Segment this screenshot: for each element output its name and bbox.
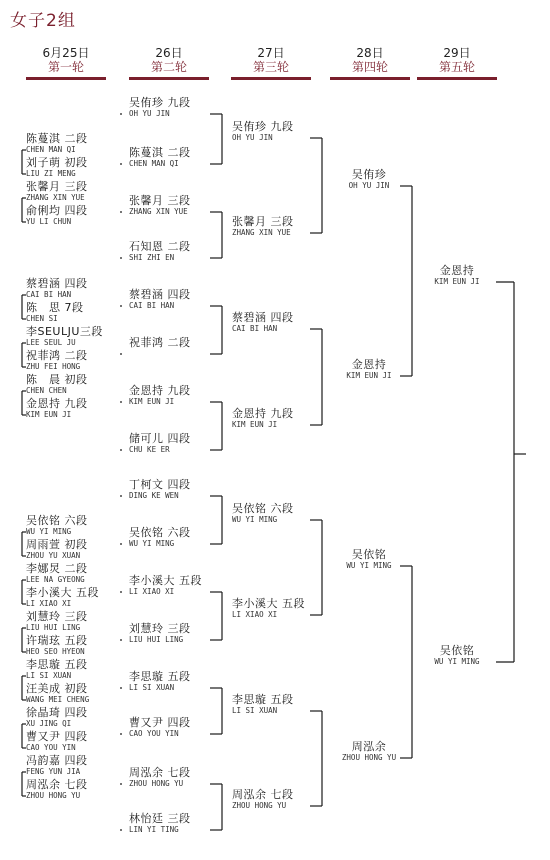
round-underline [417, 77, 497, 80]
player-entry [336, 548, 402, 570]
player-name-latin: LI XIAO XI [129, 587, 175, 596]
player-name: 刘慧玲 三段 [129, 622, 191, 635]
player-name-latin: LIU HUI LING [26, 623, 81, 632]
player-name-latin: YU LI CHUN [26, 217, 72, 226]
player-name-latin: CAI BI HAN [129, 301, 175, 310]
player-name: 林怡廷 三段 [129, 812, 191, 825]
player-entry [26, 373, 88, 395]
player-entry [26, 156, 88, 178]
player-name: 吴侑珍 [351, 168, 387, 181]
player-name-latin: DING KE WEN [129, 491, 179, 500]
player-name: 张馨月 三段 [26, 180, 88, 193]
player-name-latin: ZHOU HONG YU [341, 753, 397, 762]
player-entry [26, 682, 89, 704]
player-entry [26, 778, 88, 800]
player-name-latin: LIU HUI LING [129, 635, 184, 644]
player-name-latin: ZHANG XIN YUE [232, 228, 291, 237]
round-underline [330, 77, 410, 80]
player-entry [26, 706, 88, 728]
player-entry [129, 716, 191, 738]
player-name-latin: OH YU JIN [232, 133, 273, 142]
player-name-latin: SHI ZHI EN [129, 253, 175, 262]
player-name: 金恩持 九段 [232, 407, 294, 420]
player-name-latin: CHEN SI [26, 314, 58, 323]
player-entry [232, 215, 294, 237]
player-name-latin: LEE NA GYEONG [26, 575, 85, 584]
player-name: 刘慧玲 三段 [26, 610, 88, 623]
round-header [417, 46, 497, 80]
round-header [129, 46, 209, 80]
player-entry [26, 610, 88, 632]
player-name-latin: LI SI XUAN [26, 671, 72, 680]
player-name: 蔡碧涵 四段 [26, 277, 88, 290]
player-name: 李思璇 五段 [232, 693, 294, 706]
player-entry [26, 204, 88, 226]
player-name: 石知恩 二段 [129, 240, 191, 253]
round-header [26, 46, 106, 80]
player-entry [129, 240, 191, 262]
player-name: 周泓余 七段 [26, 778, 88, 791]
player-name: 陈 晨 初段 [26, 373, 88, 386]
player-entry [26, 180, 88, 202]
player-entry [232, 597, 305, 619]
player-name-latin: ZHOU HONG YU [129, 779, 184, 788]
player-name: 金恩持 [351, 358, 387, 371]
round-date: 27日 [257, 46, 285, 60]
player-name-latin: WU YI MING [232, 515, 278, 524]
player-entry [232, 311, 294, 333]
player-name: 陈蔓淇 二段 [26, 132, 88, 145]
round-underline [231, 77, 311, 80]
player-name: 汪美成 初段 [26, 682, 88, 695]
player-entry [26, 514, 88, 536]
player-entry [26, 277, 88, 299]
player-name-latin: WU YI MING [129, 539, 175, 548]
player-entry [129, 574, 202, 596]
player-name-latin: XU JING QI [26, 719, 72, 728]
player-entry [129, 384, 191, 406]
player-name-latin: WU YI MING [434, 657, 480, 666]
player-entry [26, 538, 88, 560]
player-entry [26, 562, 88, 584]
player-name-latin: CHU KE ER [129, 445, 170, 454]
player-name-latin: KIM EUN JI [129, 397, 175, 406]
round-date: 28日 [356, 46, 384, 60]
player-entry [26, 754, 88, 776]
player-name-latin: LIU ZI MENG [26, 169, 76, 178]
player-entry [129, 766, 191, 788]
player-name-latin: FENG YUN JIA [26, 767, 81, 776]
player-name: 李思璇 五段 [26, 658, 88, 671]
player-entry [26, 325, 103, 347]
player-name: 李小溪大 五段 [129, 574, 202, 587]
player-name: 金恩持 [439, 264, 475, 277]
player-name: 李思璇 五段 [129, 670, 191, 683]
round-underline [129, 77, 209, 80]
player-name: 周雨萱 初段 [26, 538, 88, 551]
player-name-latin: WANG MEI CHENG [26, 695, 90, 704]
round-date: 26日 [155, 46, 183, 60]
player-entry [424, 264, 490, 286]
player-name-latin: HEO SEO HYEON [26, 647, 85, 656]
player-name: 蔡碧涵 四段 [129, 288, 191, 301]
player-entry [129, 432, 191, 454]
player-entry [232, 502, 294, 524]
player-entry [26, 730, 88, 752]
player-name: 周泓余 七段 [232, 788, 294, 801]
player-name: 吴依铭 [351, 548, 387, 561]
player-entry [129, 194, 191, 216]
player-name-latin: WU YI MING [346, 561, 392, 570]
player-entry [129, 526, 191, 548]
player-entry [129, 478, 191, 500]
page-title: 女子2组 [10, 11, 76, 31]
player-name: 蔡碧涵 四段 [232, 311, 294, 324]
player-name: 祝菲鸿 二段 [129, 336, 191, 349]
player-entry [129, 622, 191, 644]
player-name: 吴侑珍 九段 [232, 120, 294, 133]
player-name: 丁柯文 四段 [129, 478, 191, 491]
player-name: 李小溪大 五段 [26, 586, 99, 599]
player-entry [26, 634, 88, 656]
player-name-latin: CAO YOU YIN [26, 743, 76, 752]
round-label: 第五轮 [438, 60, 475, 74]
player-name: 吴依铭 六段 [129, 526, 191, 539]
player-entry [129, 670, 191, 692]
player-name-latin: KIM EUN JI [232, 420, 278, 429]
player-name-latin: ZHU FEI HONG [26, 362, 81, 371]
player-name: 俞俐均 四段 [26, 204, 88, 217]
player-name: 许瑞玹 五段 [26, 634, 88, 647]
player-name-latin: LI XIAO XI [26, 599, 72, 608]
player-name-latin: LI XIAO XI [232, 610, 278, 619]
player-name: 李SEULJU三段 [26, 325, 103, 338]
player-entry [129, 96, 191, 118]
player-name: 张馨月 三段 [232, 215, 294, 228]
player-name-latin: CAI BI HAN [26, 290, 72, 299]
round-label: 第四轮 [351, 60, 388, 74]
player-name-latin: OH YU JIN [348, 181, 390, 190]
player-entry [26, 132, 88, 154]
player-name-latin: ZHOU HONG YU [26, 791, 81, 800]
player-name-latin: LI SI XUAN [232, 706, 278, 715]
player-name-latin: CHEN MAN QI [129, 159, 179, 168]
player-name-latin: LEE SEUL JU [26, 338, 76, 347]
player-entry [129, 812, 191, 834]
player-name-latin: CHEN CHEN [26, 386, 67, 395]
player-entry [26, 586, 99, 608]
player-name: 徐晶琦 四段 [26, 706, 88, 719]
player-name-latin: ZHOU YU XUAN [26, 551, 81, 560]
player-name: 刘子萌 初段 [26, 156, 88, 169]
player-name: 周泓余 七段 [129, 766, 191, 779]
player-entry [336, 740, 402, 762]
round-header [330, 46, 410, 80]
player-name: 祝菲鸿 二段 [26, 349, 88, 362]
round-date: 29日 [443, 46, 471, 60]
round-label: 第二轮 [150, 60, 187, 74]
player-entry [424, 644, 490, 666]
player-name-latin: CAO YOU YIN [129, 729, 179, 738]
player-name-latin: ZHANG XIN YUE [26, 193, 85, 202]
player-name: 储可儿 四段 [129, 432, 191, 445]
player-name-latin: CAI BI HAN [232, 324, 278, 333]
player-entry [336, 168, 402, 190]
round-label: 第一轮 [47, 60, 84, 74]
player-name-latin: KIM EUN JI [346, 371, 392, 380]
player-name-latin: WU YI MING [26, 527, 72, 536]
player-name: 曹又尹 四段 [129, 716, 191, 729]
player-name-latin: LIN YI TING [129, 825, 179, 834]
round-underline [26, 77, 106, 80]
player-entry [129, 146, 191, 168]
player-entry [26, 658, 88, 680]
player-entry [26, 301, 84, 323]
player-name-latin: CHEN MAN QI [26, 145, 76, 154]
round-header [231, 46, 311, 80]
player-name: 曹又尹 四段 [26, 730, 88, 743]
player-name: 陈 思 7段 [26, 301, 84, 314]
round-date: 6月25日 [42, 46, 90, 60]
player-entry [232, 788, 294, 810]
player-entry [232, 120, 294, 142]
player-entry [26, 349, 88, 371]
round-label: 第三轮 [252, 60, 289, 74]
player-name: 张馨月 三段 [129, 194, 191, 207]
player-name: 吴侑珍 九段 [129, 96, 191, 109]
player-name-latin: KIM EUN JI [434, 277, 480, 286]
player-name: 李小溪大 五段 [232, 597, 305, 610]
player-entry [26, 397, 88, 419]
player-name: 金恩持 九段 [26, 397, 88, 410]
player-name-latin: KIM EUN JI [26, 410, 72, 419]
player-name: 冯韵嘉 四段 [26, 754, 88, 767]
player-name: 吴依铭 [439, 644, 475, 657]
player-name: 周泓余 [351, 740, 387, 753]
player-name: 李娜炅 二段 [26, 562, 88, 575]
player-name-latin: ZHANG XIN YUE [129, 207, 188, 216]
player-entry [129, 288, 191, 310]
player-entry [129, 336, 191, 349]
player-entry [336, 358, 402, 380]
player-name: 金恩持 九段 [129, 384, 191, 397]
player-name: 陈蔓淇 二段 [129, 146, 191, 159]
player-name-latin: OH YU JIN [129, 109, 170, 118]
player-name: 吴依铭 六段 [26, 514, 88, 527]
player-name-latin: ZHOU HONG YU [232, 801, 287, 810]
player-entry [232, 407, 294, 429]
player-entry [232, 693, 294, 715]
player-name: 吴依铭 六段 [232, 502, 294, 515]
player-name-latin: LI SI XUAN [129, 683, 175, 692]
